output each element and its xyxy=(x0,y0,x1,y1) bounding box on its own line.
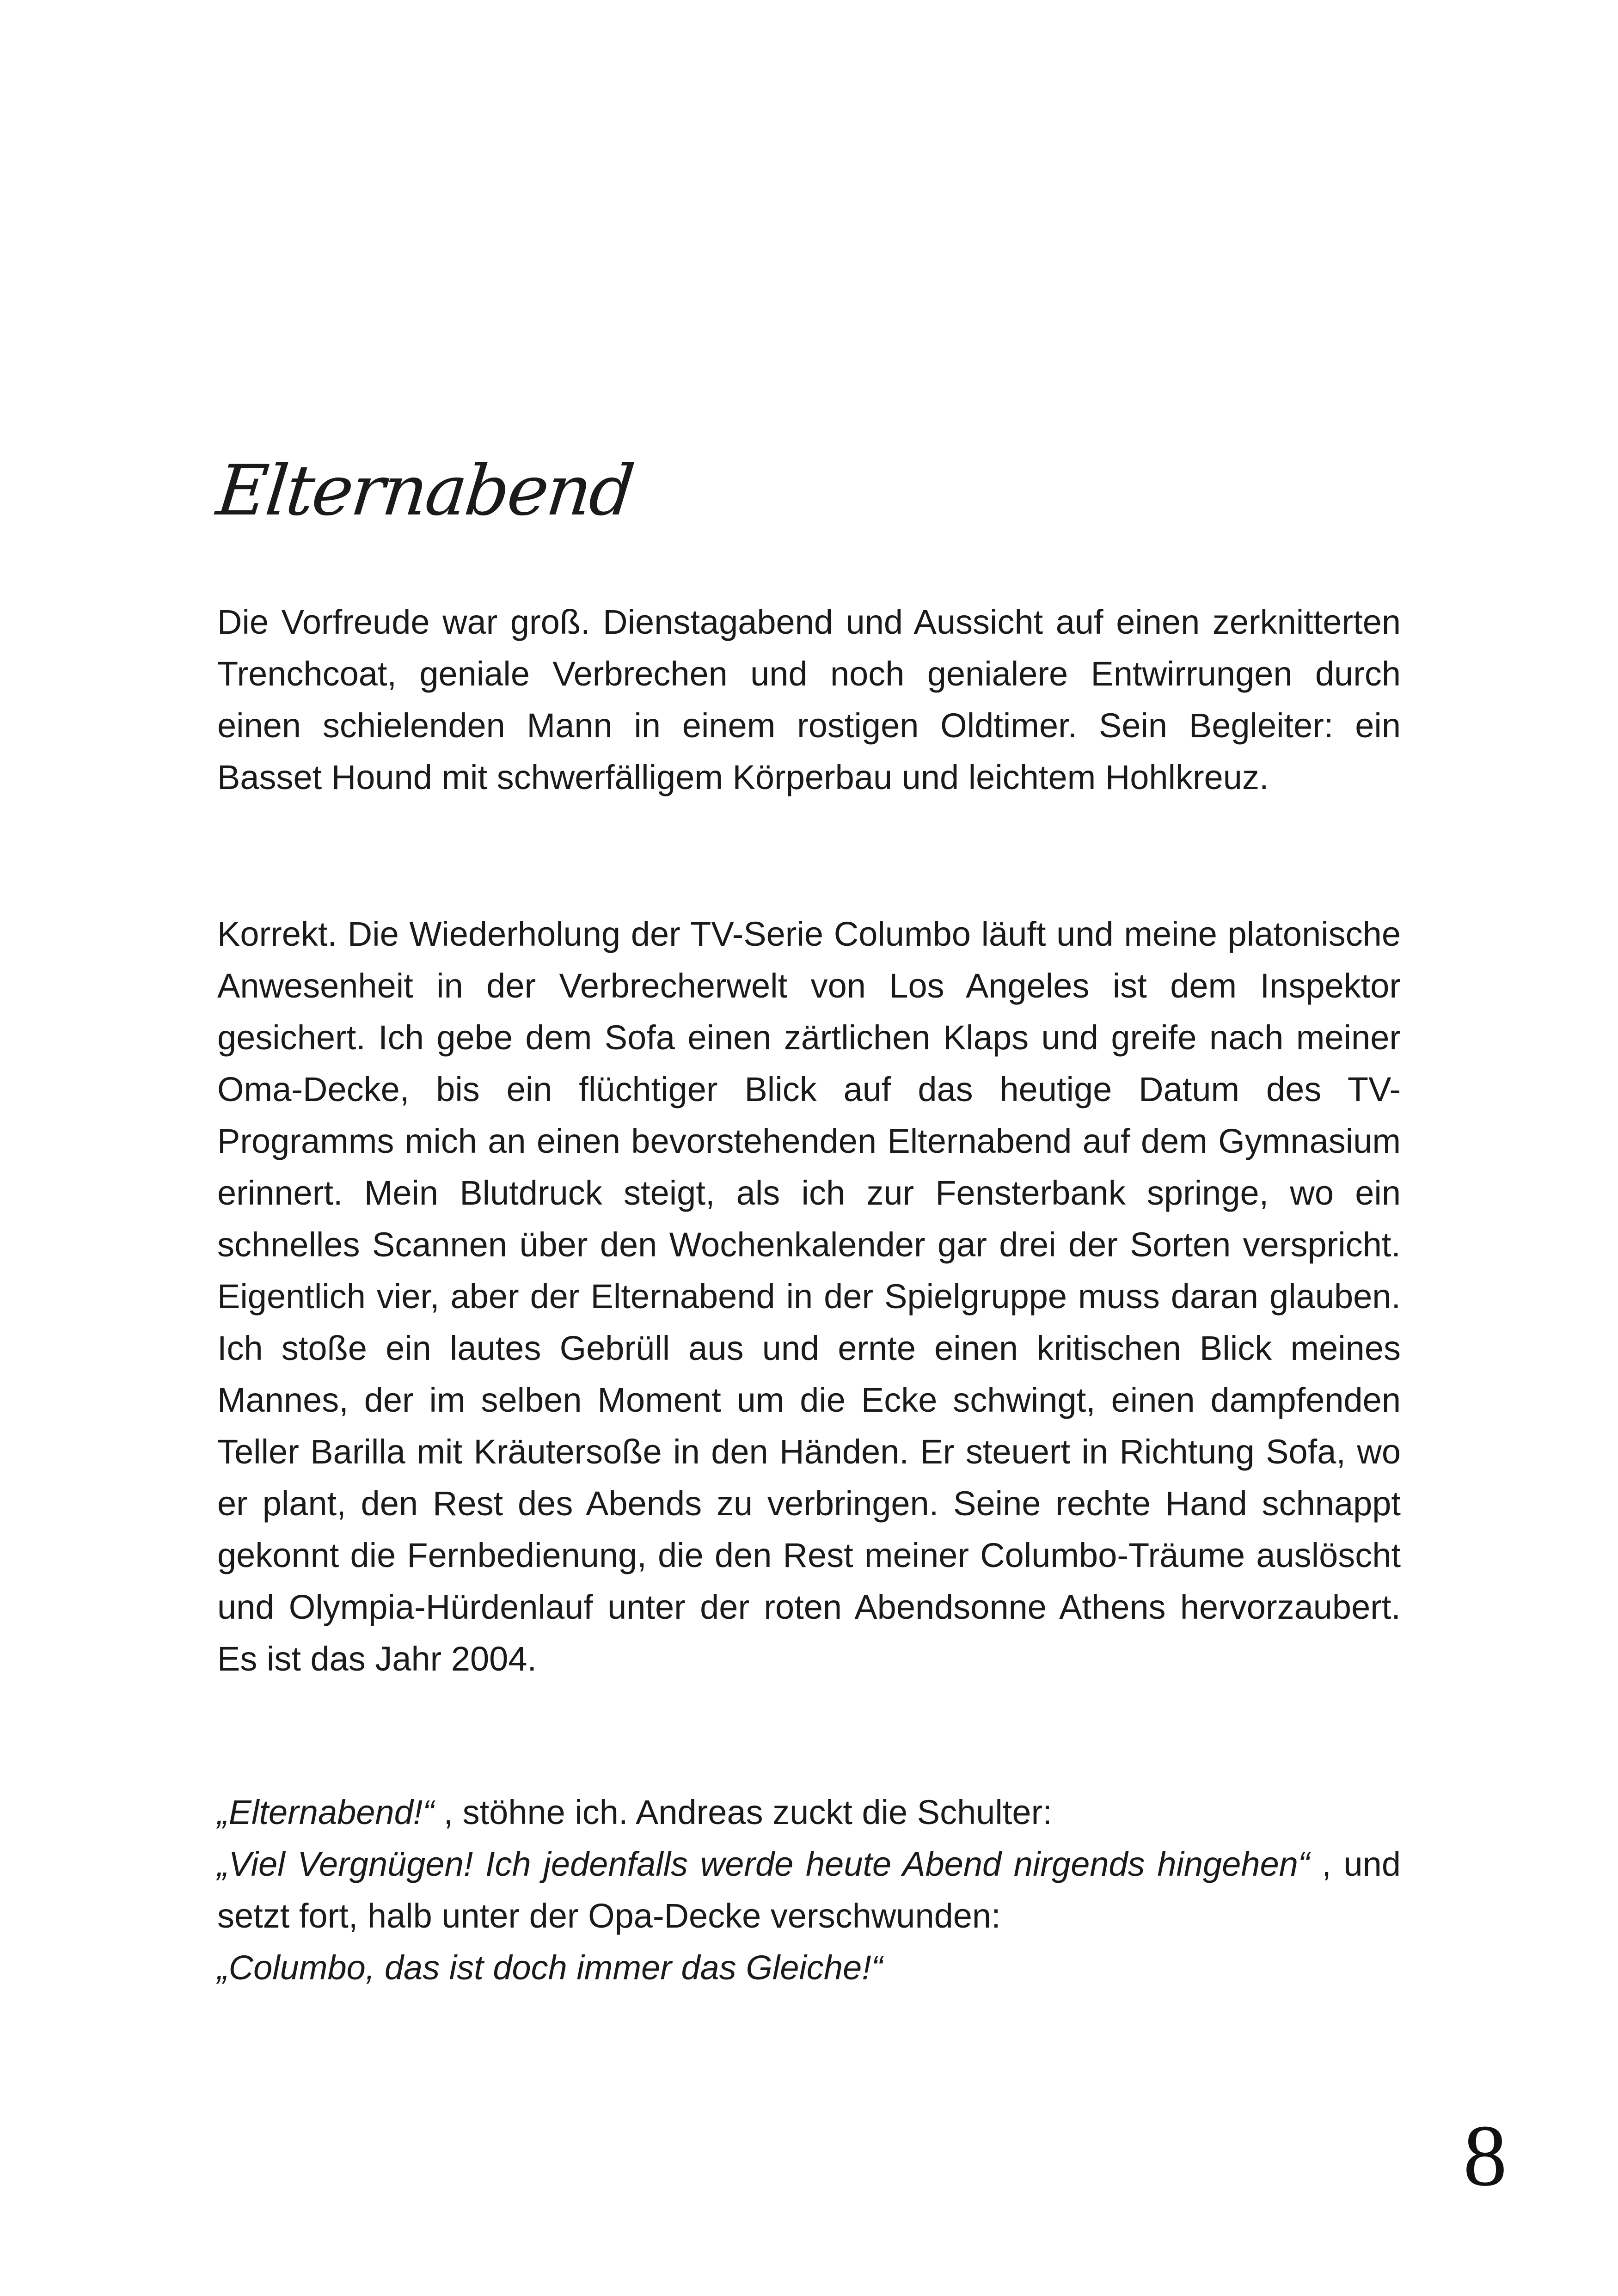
dialogue-line-1 xyxy=(217,1787,1401,1838)
quote-elternabend: „Elternabend!“ xyxy=(217,1793,434,1831)
narration-setzt-fort: , und setzt fort, halb unter der Opa-Decke verschwunden: xyxy=(217,1845,1401,1935)
quote-columbo: „Columbo, das ist doch immer das Gleiche!“ xyxy=(217,1948,883,1987)
page-number: 8 xyxy=(1463,2107,1507,2204)
narration-stoehne: , stöhne ich. Andreas zuckt die Schulter: xyxy=(434,1793,1052,1831)
quote-viel-vergnuegen: „Viel Vergnügen! Ich jedenfalls werde heute Abend nirgends hingehen“ xyxy=(217,1845,1310,1883)
paragraph-2: Korrekt. Die Wiederholung der TV-Serie Columbo läuft und meine platonische Anwesenheit in der Verbrecherwelt von Los Angeles ist dem Inspektor gesichert. Ich gebe dem Sofa einen zärtlichen Klaps und greife nach meiner Oma-Decke, bis ein flüchtiger Blick auf das heutige Datum des TV-Programms mich an einen bevorstehenden Elternabend auf dem Gymnasium erinnert. Mein Blutdruck steigt, als ich zur Fensterbank springe, wo ein schnelles Scannen über den Wochenkalender gar drei der Sorten verspricht. Eigentlich vier, aber der Elternabend in der Spielgruppe muss daran glauben. Ich stoße ein lautes Gebrüll aus und ernte einen kritischen Blick meines Mannes, der im selben Moment um die Ecke schwingt, einen dampfenden Teller Barilla mit Kräutersoße in den Händen. Er steuert in Richtung Sofa, wo er plant, den Rest des Abends zu verbringen. Seine rechte Hand schnappt gekonnt die Fernbedienung, die den Rest meiner Columbo-Träume auslöscht und Olympia-Hürdenlauf unter der roten Abendsonne Athens hervorzaubert. Es ist das Jahr 2004. xyxy=(217,915,1401,1678)
dialogue-line-3 xyxy=(217,1942,1401,1994)
dialogue-line-2 xyxy=(217,1838,1401,1942)
chapter-title: Elternabend xyxy=(213,451,637,531)
paragraph-1: Die Vorfreude war groß. Dienstagabend und Aussicht auf einen zerknitterten Trenchcoat, geniale Verbrechen und noch genialere Entwirrungen durch einen schielenden Mann in einem rostigen Oldtimer. Sein Begleiter: ein Basset Hound mit schwerfälligem Körperbau und leichtem Hohlkreuz. xyxy=(217,603,1401,796)
dialogue-paragraph xyxy=(217,1787,1401,1994)
